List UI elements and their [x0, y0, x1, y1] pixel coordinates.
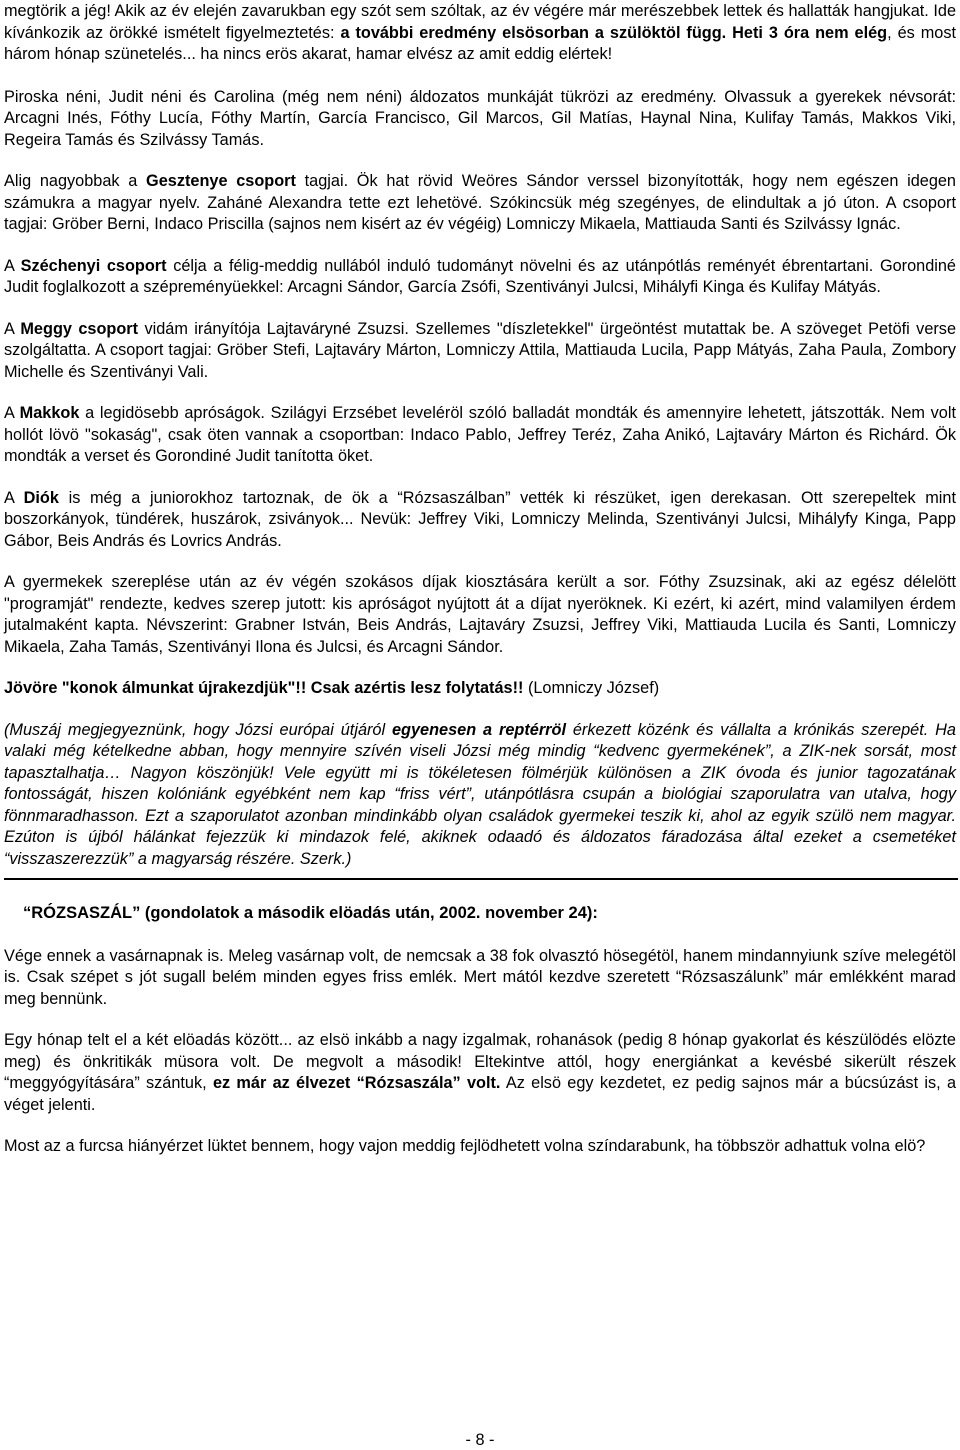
paragraph-first-group: Piroska néni, Judit néni és Carolina (még nem néni) áldozatos munkáját tükrözi az eredmény. Olvassuk a gyerekek névsorát: Arcagni Inés, Fóthy Lucía, Fóthy Martín, García Francisco, Gil Marcos, Gil Matías, Haynal Nina, Kulifay Tamás, Makkos Viki, Regeira Tamás és Szilvássy Tamás. [4, 87, 956, 149]
paragraph-results-intro [4, 1, 956, 66]
text-run: célja a félig-meddig nullából induló tudományt növelni és az utánpótlás reményét ébrentartani. Gorondiné Judit foglalkozott a szépreményüekkel: Arcagni Sándor, García Zsófi, Szentiványi Julcsi, Mihályfi Kinga és Kulifay Mátyás. [4, 256, 956, 296]
text-run: A [4, 488, 24, 507]
text-run: tagjai. Ök hat rövid Weöres Sándor verssel bizonyították, hogy nem egészen idegen számukra a magyar nyelv. Zaháné Alexandra tette ezt lehetövé. Szókincsük még szegényes, de elindultak a jó úton. A csoport tagjai: Gröber Berni, Indaco Priscilla (sajnos nem kisért az év végéig) Lomniczy Mikaela, Mattiauda Santi és Szilvássy Ignác. [4, 172, 956, 233]
paragraph-szechenyi-group [4, 256, 956, 299]
section-divider [4, 878, 958, 880]
section-heading: “RÓZSASZÁL” (gondolatok a második elöadás után, 2002. november 24): [23, 904, 598, 922]
paragraph-closing-motto [4, 678, 956, 700]
text-run: A [4, 404, 20, 422]
group-name-makkok: Makkok [19, 404, 80, 422]
text-run: (Muszáj megjegyeznünk, hogy Józsi európai útjáról [4, 720, 392, 739]
text-run: is még a juniorokhoz tartoznak, de ök a “Rózsaszálban” vették ki részüket, igen derekasan. Ott szerepeltek mint boszorkányok, tündérek, huszárok, zsiványok... Nevük: Jeffrey Viki, Lomniczy Melinda, Szentiványi Julcsi, Mihályfy Kinga, Papp Gábor, Beis András és Lovrics András. [4, 488, 957, 550]
text-run: A [4, 319, 21, 338]
text-run: A [4, 256, 21, 275]
text-run: Egy hónap telt el a két elöadás között... az elsö inkább a nagy izgalmak, rohanások (pedig 8 hónap gyakorlat és készülödés elözte meg) és önkritikák müsora volt. De megvolt a második! Eltekintve attól, hogy energiánkat a kevésbé sikerült részek “meggyógyítására” szántuk, [4, 1031, 956, 1092]
group-name-diok: Diók [23, 488, 59, 507]
group-name-szechenyi: Széchenyi csoport [20, 256, 167, 275]
paragraph-two-performances [4, 1030, 956, 1116]
paragraph-reflection: Most az a furcsa hiányérzet lüktet bennem, hogy vajon meddig fejlödhetett volna színdarabunk, ha többször adhattuk volna elö? [4, 1137, 926, 1155]
text-run: megtörik a jég! Akik az év elején zavarukban egy szót sem szóltak, az év végére már merészebbek lettek és hallatták hangjukat. Ide kívánkozik az örökké ismételt figyelmeztetés: [4, 2, 956, 42]
text-run: Az elsö egy kezdetet, ez pedig sajnos már a búcsúzást is, a véget jelenti. [4, 1074, 956, 1114]
text-run: Alig nagyobbak a [4, 172, 147, 190]
page-number: - 8 - [465, 1431, 495, 1449]
group-name-meggy: Meggy csoport [20, 319, 139, 338]
text-run: a legidösebb apróságok. Szilágyi Erzsébet leveléröl szóló balladát mondták és amennyire lehetett, játszották. Nem volt hollót lövö "sokaság", csak öten vannak a csoportban: Indaco Pablo, Jeffrey Teréz, Zaha Anikó, Lajtaváry Márton és Richárd. Ök mondták a verset és Gorondiné Judit tanította öket. [4, 404, 956, 465]
emphasis-warning: a további eredmény elsösorban a szülöktöl függ. Heti 3 óra nem elég [340, 23, 888, 42]
emphasis-enjoyment: ez már az élvezet “Rózsaszála” volt. [212, 1074, 501, 1092]
paragraph-sunday: Vége ennek a vasárnapnak is. Meleg vasárnap volt, de nemcsak a 38 fok olvasztó hösegétöl, hanem mindannyiunk szíve melegétöl is. Csak szépet s jót sugall belém minden egyes friss emlék. Mert mától kezdve szeretett “Rózsaszálunk” már emlékként marad meg bennünk. [4, 946, 956, 1008]
motto: Jövöre "konok álmunkat újrakezdjük"!! Csak azértis lesz folytatás!! [4, 679, 524, 697]
text-run: érkezett közénk és vállalta a krónikás szerepét. Ha valaki még kételkedne abban, hogy mennyire szívén viseli Józsi még mindig “kedvenc gyermekének”, a ZIK-nek sorsát, most tapasztalhatja… Nagyon köszönjük! Vele együtt mi is tökéletesen fölmérjük különösen a ZIK óvoda és junior tagozatának fontosságát, hiszen kolóniánk egyébként nem kap “friss vért”, utánpótlásra csupán a biológiai szaporulatra van utalva, hogy fönnmaradhasson. Ezt a szaporulatot azonban mindinkább olyan családok gyermekei teszik ki, ahol az egyik szülö nem magyar. Ezúton is újból hálánkat fejezzük ki mindazok felé, akiknek odaadó és áldozatos fáradozása által ezeket a csemetéket “visszaszerezzük” a magyarság részére. Szerk.) [4, 720, 956, 868]
paragraph-diok-group [4, 488, 956, 553]
document-page [4, 1, 956, 1178]
emphasis-airport: egyenesen a reptérröl [392, 720, 566, 739]
author-credit: (Lomniczy József) [523, 679, 660, 697]
group-name-gesztenye: Gesztenye csoport [146, 172, 296, 190]
paragraph-gesztenye-group [4, 171, 956, 236]
paragraph-makkok-group [4, 403, 956, 468]
paragraph-awards: A gyermekek szereplése után az év végén szokásos díjak kiosztására került a sor. Fóthy Zsuzsinak, aki az egész délelött "programját" rendezte, kedves szerep jutott: kis apróságot nyújtott át a díjat nyeröknek. Ki ezért, ki azért, mind valamilyen érdem jutalmaként kapta. Névszerint: Grabner István, Beis András, Lajtaváry Zsuzsi, Jeffrey Viki, Mattiauda Lucila és Santi, Lomniczy Mikaela, Zaha Tamás, Szentiványi Ilona és Julcsi, és Arcagni Sándor. [4, 573, 956, 656]
text-run: , és most három hónap szünetelés... ha nincs erös akarat, hamar elvész az amit eddig elértek! [4, 23, 956, 63]
editor-note [4, 720, 956, 871]
text-run: vidám irányítója Lajtaváryné Zsuzsi. Szellemes "díszletekkel" ürgeöntést mutattak be. A szöveget Petöfi verse szolgáltatta. A csoport tagjai: Gröber Stefi, Lajtaváry Márton, Lomniczy Attila, Mattiauda Lucila, Papp Mátyás, Zaha Paula, Zombory Michelle és Szentiványi Vali. [4, 319, 956, 381]
paragraph-meggy-group [4, 319, 956, 384]
